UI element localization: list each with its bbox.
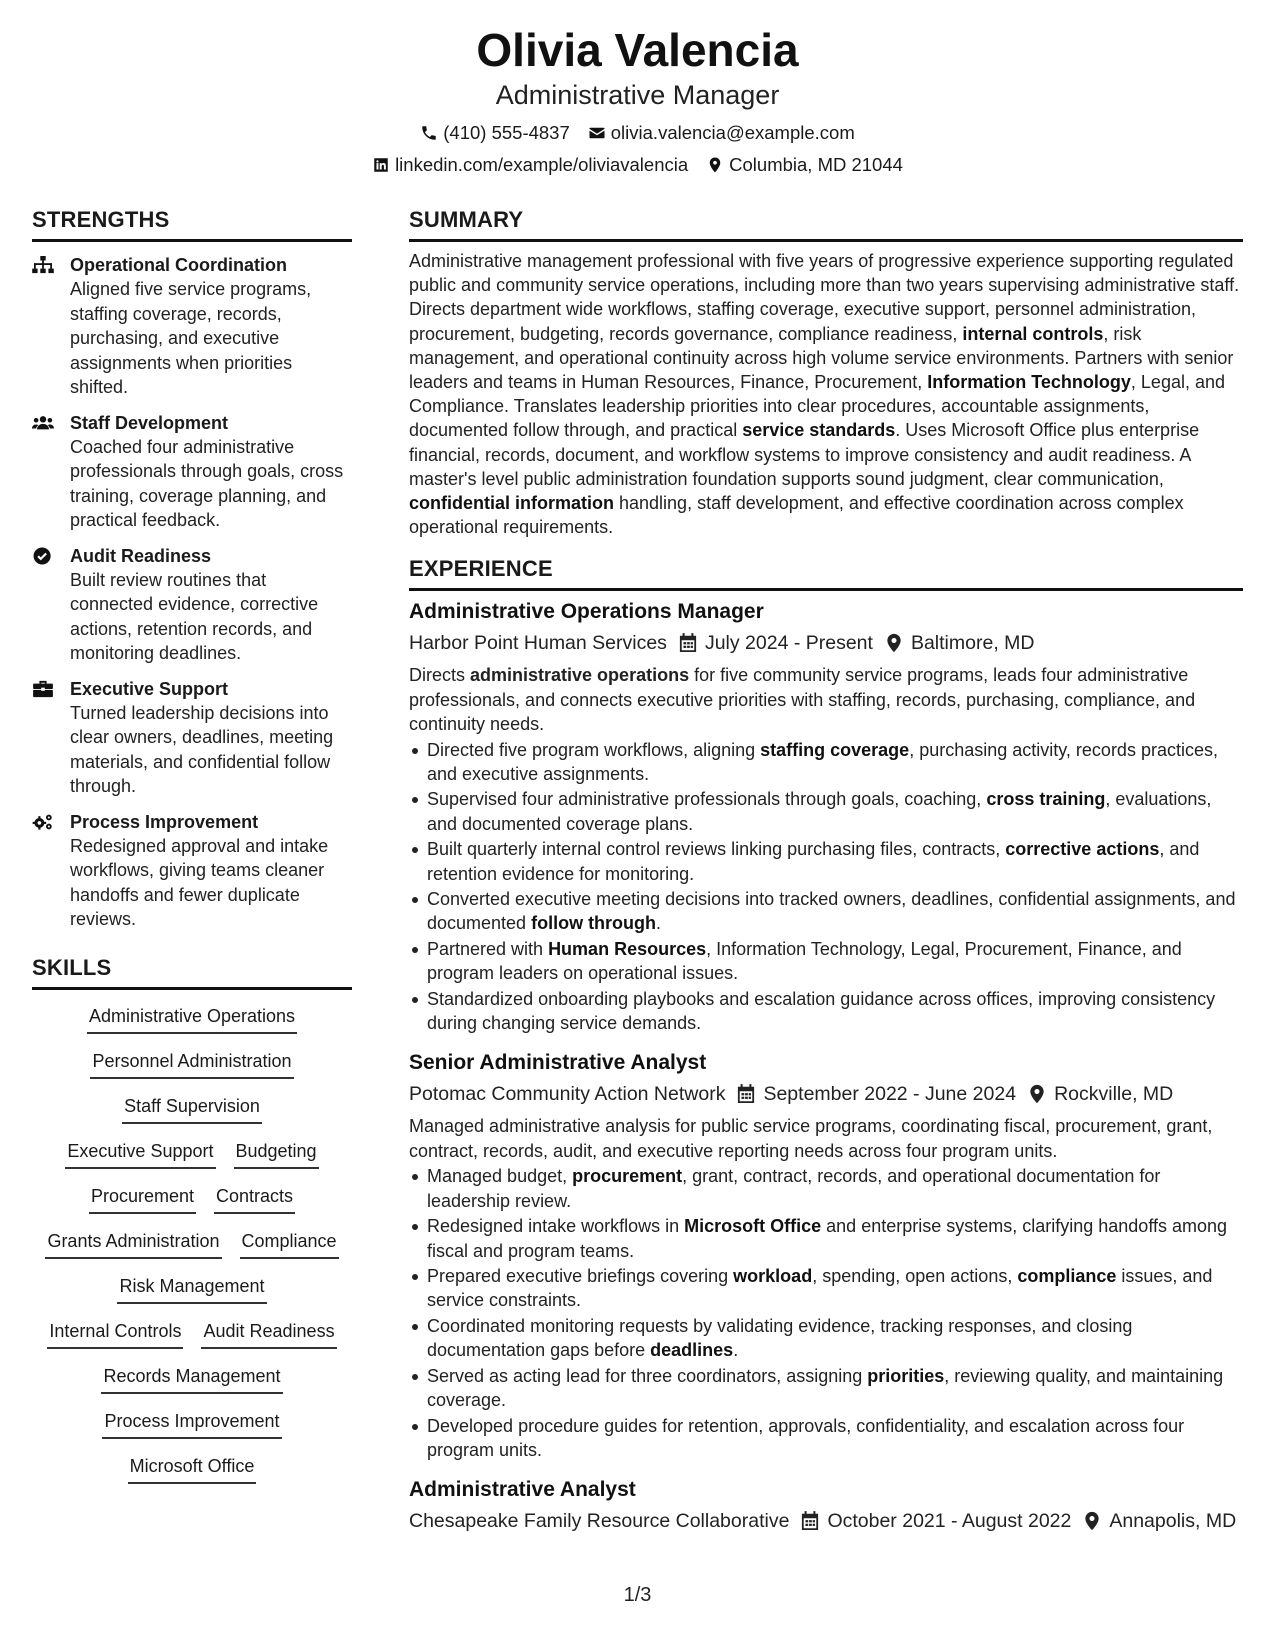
text-run: Developed procedure guides for retention, approvals, confidentiality, and escalation across four program units. (427, 1415, 1185, 1461)
text-run: , purchasing activity, records practices, and executive assignments. (427, 739, 1218, 784)
bold-text: corrective actions (1005, 839, 1160, 860)
job-location (885, 629, 1035, 657)
text-run: Supervised four administrative professionals through goals, coaching, (427, 789, 987, 810)
skill-tag: Risk Management (117, 1274, 266, 1304)
company (409, 1507, 789, 1535)
text-run: . Uses Microsoft Office plus enterprise financial, records, document, and workflow systems to improve consistency and audit readiness. A master's level public administration foundation supports sound judgment, clear communication, (409, 420, 1200, 489)
job-dates (737, 1080, 1016, 1108)
dates-text: September 2022 - June 2024 (763, 1083, 1017, 1106)
summary-heading: SUMMARY (409, 206, 1243, 242)
text-run: issues, and service constraints. (427, 1266, 1213, 1311)
calendar-icon (679, 633, 697, 653)
job-title: Administrative Analyst (409, 1478, 636, 1502)
text-run: Converted executive meeting decisions into tracked owners, deadlines, confidential assignments, and documented (427, 889, 1236, 934)
strengths-heading: STRENGTHS (32, 206, 352, 242)
map-pin-icon (1083, 1511, 1101, 1531)
skill-tag: Internal Controls (47, 1319, 183, 1349)
bold-text: administrative operations (470, 665, 690, 686)
text-run: , Legal, and Compliance. Translates leadership priorities into clear procedures, accountable assignments, documented follow through, and practical (409, 372, 1225, 441)
resume-header (0, 22, 1275, 177)
skill-row (47, 1319, 336, 1364)
skill-tag: Personnel Administration (90, 1049, 293, 1079)
text-run: Standardized onboarding playbooks and escalation guidance across offices, improving consistency during changing service demands. (427, 989, 1216, 1034)
strength-desc: Redesigned approval and intake workflows, giving teams cleaner handoffs and fewer duplicate reviews. (70, 835, 329, 929)
company-name: Potomac Community Action Network (409, 1083, 726, 1106)
text-run: Prepared executive briefings covering (427, 1266, 734, 1287)
strength-item (32, 677, 352, 799)
text-run: and enterprise systems, clarifying handoffs among fiscal and program teams. (427, 1216, 1228, 1261)
company-name: Chesapeake Family Resource Collaborative (409, 1510, 790, 1533)
bold-text: Information Technology (927, 372, 1131, 393)
text-run: , Information Technology, Legal, Procurement, Finance, and program leaders on operational issues. (427, 939, 1182, 984)
dates-text: July 2024 - Present (704, 632, 873, 655)
skill-row (45, 1229, 338, 1274)
bullet-item (409, 1264, 1243, 1312)
text-run: Built quarterly internal control reviews linking purchasing files, contracts, (427, 839, 1006, 860)
text-run: , reviewing quality, and maintaining coverage. (427, 1366, 1224, 1411)
text-run: Directs (409, 665, 471, 686)
map-pin-icon (1028, 1084, 1046, 1104)
bullet-item (409, 987, 1243, 1035)
skill-row (101, 1364, 282, 1409)
linkedin-icon (372, 156, 390, 174)
text-run: , evaluations, and documented coverage plans. (427, 789, 1212, 834)
bold-text: workload (733, 1266, 813, 1287)
strength-desc: Aligned five service programs, staffing coverage, records, purchasing, and executive assignments when priorities shifted. (70, 279, 312, 397)
skill-tag: Audit Readiness (201, 1319, 336, 1349)
strength-item (32, 253, 352, 400)
bold-text: procurement (572, 1166, 683, 1187)
strength-item (32, 411, 352, 533)
skill-row (122, 1094, 262, 1139)
skill-tag: Microsoft Office (128, 1454, 257, 1484)
text-run: Redesigned intake workflows in (427, 1216, 685, 1237)
calendar-icon (737, 1084, 755, 1104)
text-run: . (733, 1340, 739, 1361)
bold-text: Microsoft Office (684, 1216, 822, 1237)
envelope-icon (588, 124, 606, 142)
bullet-item (409, 937, 1243, 985)
text-run: Directed five program workflows, aligning (427, 739, 761, 760)
phone-contact (420, 121, 570, 145)
strength-desc: Built review routines that connected evidence, corrective actions, retention records, and monitoring deadlines. (70, 569, 319, 663)
strength-item (32, 544, 352, 666)
strength-desc: Coached four administrative professionals through goals, cross training, coverage planning, and practical feedback. (70, 436, 344, 530)
location-text: Annapolis, MD (1109, 1510, 1237, 1533)
bold-text: staffing coverage (760, 739, 910, 760)
text-run: for five community service programs, leads four administrative professionals, and connects executive priorities with staffing, records, purchasing, compliance, and continuity needs. (409, 665, 1196, 734)
map-pin-icon (885, 633, 903, 653)
bullet-list (409, 738, 1243, 1036)
skills-heading: SKILLS (32, 954, 352, 990)
right-column (409, 206, 1243, 1535)
job-entry (409, 598, 1243, 1035)
experience-heading: EXPERIENCE (409, 555, 1243, 591)
calendar-icon (801, 1511, 819, 1531)
text-run: Managed administrative analysis for public service programs, coordinating fiscal, procurement, grant, contract, records, audit, and executive reporting needs across four program units. (409, 1116, 1213, 1161)
gears-icon (32, 813, 54, 831)
bold-text: Human Resources (548, 939, 707, 960)
text-run: , and retention evidence for monitoring. (427, 839, 1200, 884)
skill-tag: Administrative Operations (87, 1004, 297, 1034)
linkedin-text[interactable]: linkedin.com/example/oliviavalencia (395, 154, 689, 175)
bullet-item (409, 787, 1243, 835)
bullet-item (409, 1214, 1243, 1262)
phone-text: (410) 555-4837 (443, 122, 570, 143)
bullet-item (409, 1314, 1243, 1362)
bold-text: compliance (1017, 1266, 1117, 1287)
strength-title: Operational Coordination (70, 255, 288, 275)
strength-desc: Turned leadership decisions into clear owners, deadlines, meeting materials, and confidential follow through. (70, 702, 334, 796)
contact-row-1 (0, 121, 1275, 145)
bullet-item (409, 738, 1243, 786)
job-title: Senior Administrative Analyst (409, 1051, 707, 1075)
job-meta (409, 1507, 1243, 1535)
company (409, 1080, 725, 1108)
briefcase-icon (32, 680, 54, 698)
skill-row (102, 1409, 281, 1454)
job-location (1028, 1080, 1173, 1108)
skills-list (32, 1004, 352, 1499)
text-run: Administrative management professional with five years of progressive experience supporting regulated public and community service operations, including more than two years supervising administrative staff. Directs department wide workflows, staffing coverage, executive support, personnel administration, procurement, budgeting, records governance, compliance readiness, (409, 251, 1240, 344)
skill-tag: Procurement (89, 1184, 196, 1214)
page-number: 1/3 (623, 1584, 652, 1606)
dates-text: October 2021 - August 2022 (827, 1510, 1072, 1533)
skill-tag: Compliance (240, 1229, 339, 1259)
location-text: Rockville, MD (1054, 1083, 1174, 1106)
contact-row-2 (0, 153, 1275, 177)
sitemap-icon (32, 256, 54, 274)
text-run: Coordinated monitoring requests by validating evidence, tracking responses, and closing documentation gaps before (427, 1316, 1133, 1361)
bold-text: deadlines (650, 1340, 734, 1361)
bullet-list (409, 1164, 1243, 1462)
candidate-role: Administrative Manager (495, 80, 780, 110)
job-entry (409, 1049, 1243, 1462)
job-dates (801, 1507, 1071, 1535)
text-run: Served as acting lead for three coordinators, assigning (427, 1366, 868, 1387)
bullet-item (409, 1414, 1243, 1462)
skill-row (117, 1274, 266, 1319)
job-description (409, 663, 1243, 736)
company (409, 629, 667, 657)
skill-row (128, 1454, 257, 1499)
strength-title: Process Improvement (70, 811, 259, 832)
bullet-item (409, 1364, 1243, 1412)
strength-title: Staff Development (70, 412, 229, 433)
skill-tag: Grants Administration (45, 1229, 221, 1259)
text-run: Partnered with (427, 939, 549, 960)
text-run: , risk management, and operational continuity across high volume service environments. Partners with senior leaders and teams in Human Resources, Finance, Procurement, (409, 323, 1234, 393)
strength-title: Audit Readiness (70, 545, 212, 566)
bullet-item (409, 887, 1243, 935)
check-circle-icon (32, 547, 54, 565)
bullet-item (409, 837, 1243, 885)
phone-icon (420, 124, 438, 142)
bold-text: follow through (531, 913, 657, 934)
users-icon (32, 414, 54, 432)
skill-tag: Executive Support (65, 1139, 215, 1169)
skill-tag: Staff Supervision (122, 1094, 262, 1124)
skill-tag: Records Management (101, 1364, 282, 1394)
bold-text: cross training (986, 789, 1106, 810)
company-name: Harbor Point Human Services (409, 632, 667, 655)
strength-title: Executive Support (70, 678, 229, 699)
skill-row (87, 1004, 297, 1049)
left-column (32, 206, 352, 1499)
candidate-name: Olivia Valencia (476, 24, 799, 76)
bullet-item (409, 1164, 1243, 1212)
text-run: Managed budget, (427, 1166, 573, 1187)
job-title: Administrative Operations Manager (409, 600, 764, 624)
bold-text: confidential information (409, 493, 614, 514)
job-entry (409, 1476, 1243, 1535)
bold-text: service standards (742, 420, 896, 441)
job-dates (679, 629, 873, 657)
skill-tag: Contracts (214, 1184, 295, 1214)
job-list (409, 598, 1243, 1535)
bold-text: internal controls (962, 323, 1104, 344)
map-pin-icon (706, 156, 724, 174)
location-text: Columbia, MD 21044 (729, 154, 903, 175)
skill-row (65, 1139, 318, 1184)
skill-row (90, 1049, 293, 1094)
text-run: , spending, open actions, (812, 1266, 1018, 1287)
email-text[interactable]: olivia.valencia@example.com (610, 122, 855, 143)
job-meta (409, 629, 1243, 657)
location-contact (706, 153, 903, 177)
job-description (409, 1114, 1243, 1162)
skill-tag: Budgeting (234, 1139, 319, 1169)
strength-item (32, 810, 352, 932)
email-contact[interactable] (588, 121, 855, 145)
skill-tag: Process Improvement (102, 1409, 281, 1439)
bold-text: priorities (867, 1366, 945, 1387)
job-meta (409, 1080, 1243, 1108)
linkedin-contact[interactable] (372, 153, 688, 177)
summary-text (409, 249, 1243, 539)
skill-row (89, 1184, 295, 1229)
text-run: , grant, contract, records, and operational documentation for leadership review. (427, 1166, 1161, 1211)
job-location (1083, 1507, 1236, 1535)
text-run: . (656, 913, 662, 934)
location-text: Baltimore, MD (910, 632, 1035, 655)
text-run: handling, staff development, and effective coordination across complex operational requirements. (409, 493, 1184, 538)
